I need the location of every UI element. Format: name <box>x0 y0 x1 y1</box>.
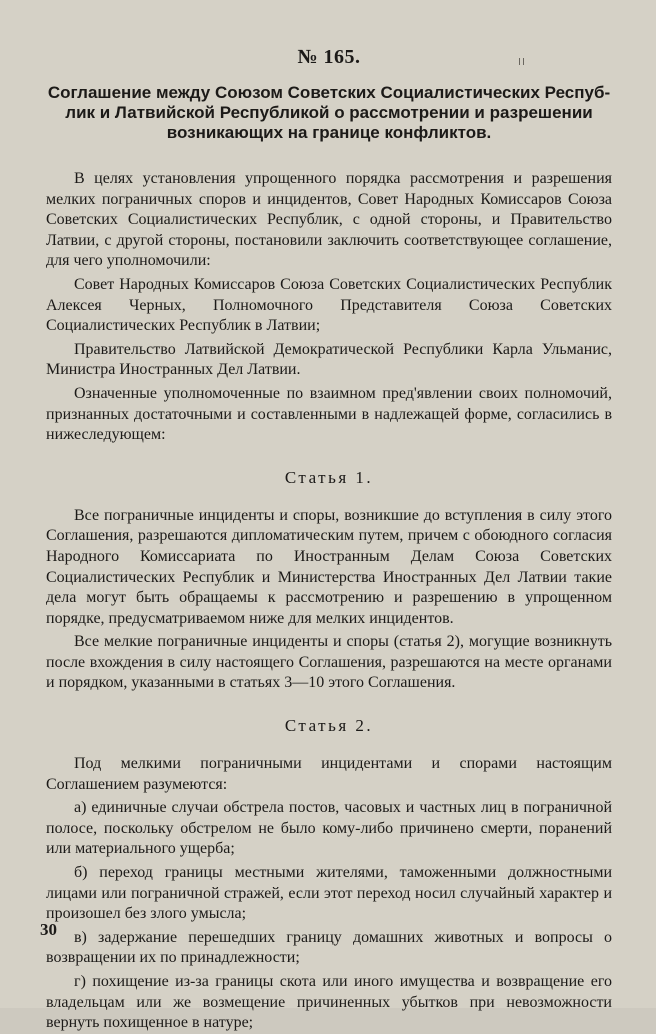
article-2 <box>46 716 612 1034</box>
article-1 <box>46 468 612 694</box>
article-paragraph: Под мелкими пограничными инцидентами и спорами настоящим Соглашением разумеются: <box>46 755 612 793</box>
document-title <box>46 83 612 143</box>
preamble-paragraph: В целях установления упрощенного порядка рассмотрения и разрешения мелких пограничных споров и инцидентов, Совет Народных Комиссаров Союза Советских Социалистических Республик, с одной стороны, и Правительство Латвии, с другой стороны, постановили заключить соответствующее соглашение, для чего уполномочили: <box>46 170 612 270</box>
title-line: лик и Латвийской Республикой о рассмотрении и разрешении <box>65 103 593 122</box>
preamble-paragraph: Совет Народных Комиссаров Союза Советских Социалистических Республик Алексея Черных, Полномочного Представителя Союза Советских Социалистических Республик в Латвии; <box>46 275 612 335</box>
page-number: 30 <box>40 920 57 939</box>
preamble-paragraph: Означенные уполномоченные по взаимном пред'явлении своих полномочий, признанных достаточными и составленными в надлежащей форме, согласились в нижеследующем: <box>46 384 612 444</box>
title-line: возникающих на границе конфликтов. <box>166 123 492 142</box>
title-line: Соглашение между Союзом Советских Социалистических Респуб- <box>47 83 611 102</box>
scan-mark <box>523 58 524 65</box>
preamble <box>46 169 612 446</box>
article-list-item: а) единичные случаи обстрела постов, часовых и частных лиц в пограничной полосе, поскольку обстрелом не было кому-либо причинено смерти, поранений или материального ущерба; <box>46 799 612 858</box>
article-list-item: б) переход границы местными жителями, таможенными должностными лицами или пограничной стражей, если этот переход носил случайный характер и произошел без злого умысла; <box>46 864 612 923</box>
scan-mark <box>519 58 520 65</box>
article-list-item: г) похищение из-за границы скота или иного имущества и возвращение его владельцам или же возмещение причиненных убытков при невозможности вернуть похищенное в натуре; <box>46 973 612 1032</box>
article-paragraph: Все мелкие пограничные инциденты и споры (статья 2), могущие возникнуть после вхождения в силу настоящего Соглашения, разрешаются на месте органами и порядком, указанными в статьях 3—10 этого Соглашения. <box>46 633 612 692</box>
article-heading: Статья 1. <box>284 467 374 487</box>
article-heading: Статья 2. <box>284 716 374 736</box>
document-number: № 165. <box>297 46 361 68</box>
article-list-item: в) задержание перешедших границу домашних животных и вопросы о возвращении их по принадлежности; <box>46 928 612 967</box>
preamble-paragraph: Правительство Латвийской Демократической Республики Карла Ульманис, Министра Иностранных Дел Латвии. <box>46 340 612 379</box>
article-paragraph: Все пограничные инциденты и споры, возникшие до вступления в силу этого Соглашения, разрешаются дипломатическим путем, причем с обоюдного согласия Народного Комиссариата по Иностранным Делам Союза Советских Социалистических Республик и Министерства Иностранных Дел Латвии такие дела могут быть обращаемы к рассмотрению и разрешению в упрощенном порядке, предусматриваемом ниже для мелких инцидентов. <box>46 506 612 627</box>
